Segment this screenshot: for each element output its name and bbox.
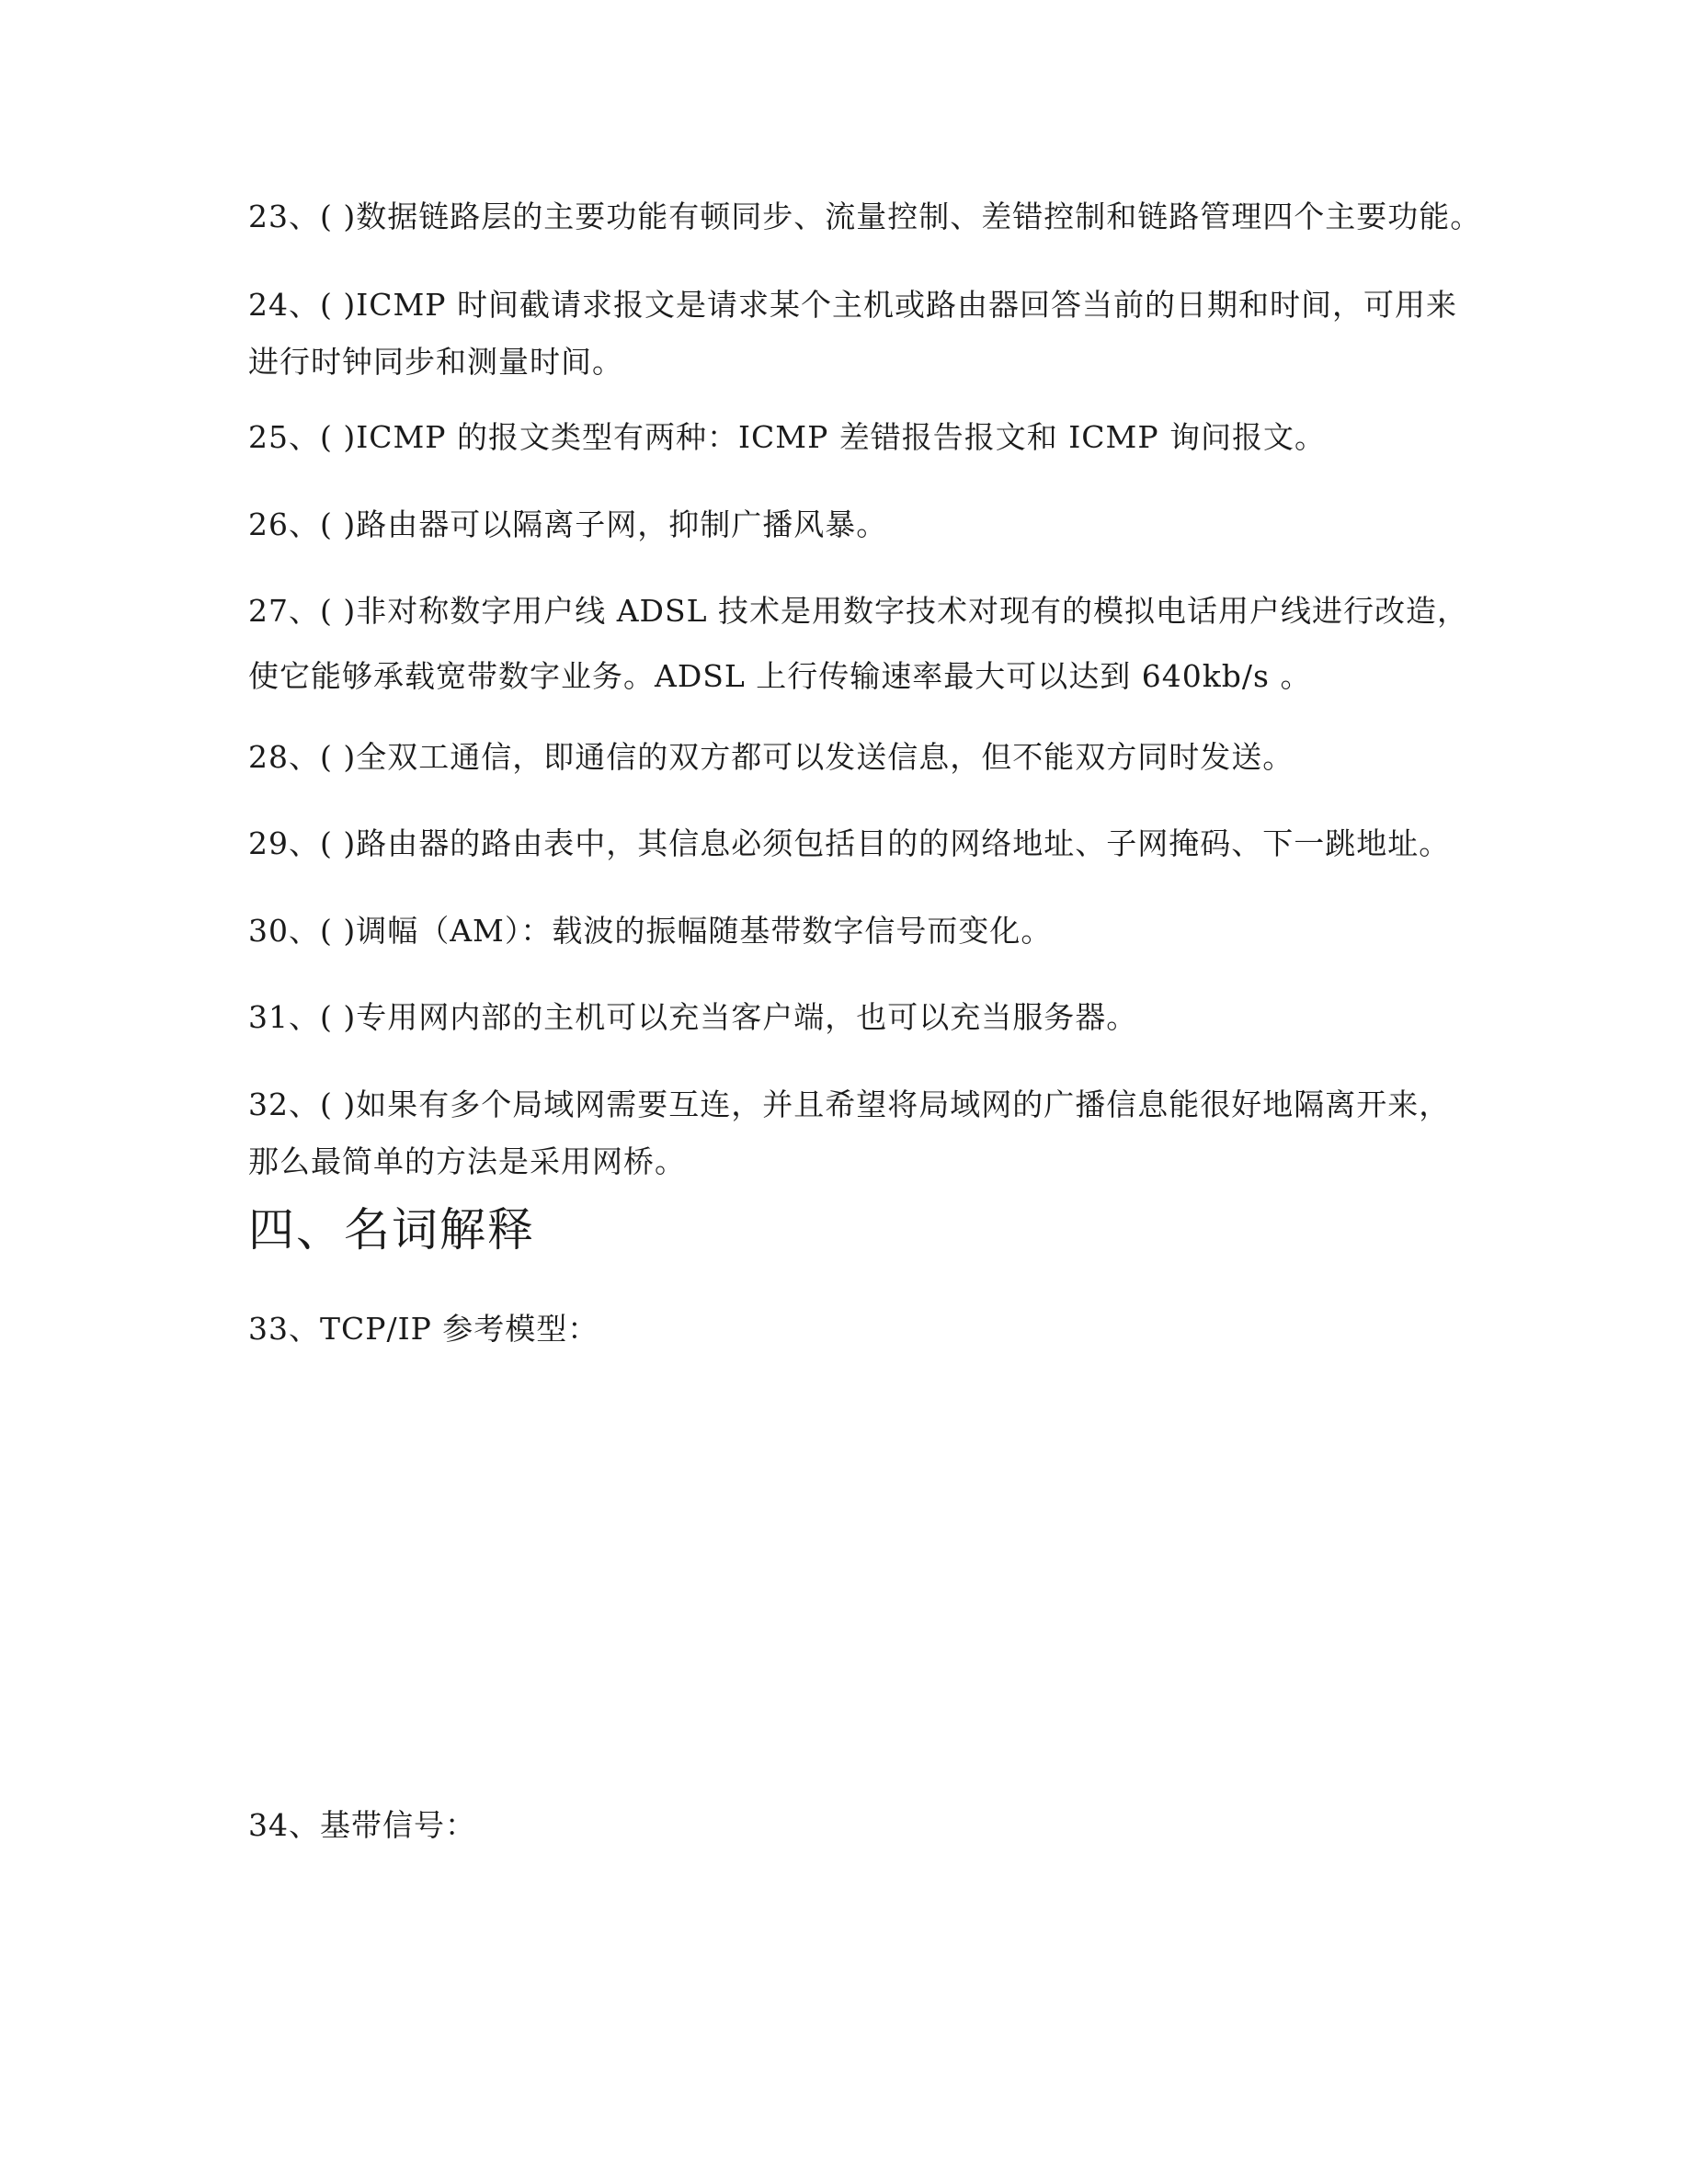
question-27-line-2: 使它能够承载宽带数字业务。ADSL 上行传输速率最大可以达到 640kb/s 。 bbox=[248, 658, 1312, 694]
question-26: 26、( )路由器可以隔离子网，抑制广播风暴。 bbox=[248, 506, 888, 542]
term-33: 33、TCP/IP 参考模型： bbox=[248, 1311, 599, 1347]
question-31: 31、( )专用网内部的主机可以充当客户端，也可以充当服务器。 bbox=[248, 999, 1138, 1035]
question-28: 28、( )全双工通信，即通信的双方都可以发送信息，但不能双方同时发送。 bbox=[248, 739, 1295, 775]
question-25: 25、( )ICMP 的报文类型有两种：ICMP 差错报告报文和 ICMP 询问报文。 bbox=[248, 419, 1327, 455]
question-27-line-1: 27、( )非对称数字用户线 ADSL 技术是用数字技术对现有的模拟电话用户线进行改造， bbox=[248, 593, 1469, 629]
question-30: 30、( )调幅（AM）：载波的振幅随基带数字信号而变化。 bbox=[248, 913, 1053, 949]
question-29: 29、( )路由器的路由表中，其信息必须包括目的的网络地址、子网掩码、下一跳地址。 bbox=[248, 825, 1451, 861]
question-32-line-1: 32、( )如果有多个局域网需要互连，并且希望将局域网的广播信息能很好地隔离开来， bbox=[248, 1086, 1451, 1122]
question-23: 23、( )数据链路层的主要功能有顿同步、流量控制、差错控制和链路管理四个主要功能。 bbox=[248, 199, 1482, 234]
section-heading: 四、名词解释 bbox=[248, 1203, 535, 1257]
question-24-line-1: 24、( )ICMP 时间截请求报文是请求某个主机或路由器回答当前的日期和时间，可用来 bbox=[248, 287, 1457, 323]
question-32-line-2: 那么最简单的方法是采用网桥。 bbox=[248, 1143, 686, 1179]
term-34: 34、基带信号： bbox=[248, 1807, 476, 1843]
question-24-line-2: 进行时钟同步和测量时间。 bbox=[248, 344, 623, 380]
